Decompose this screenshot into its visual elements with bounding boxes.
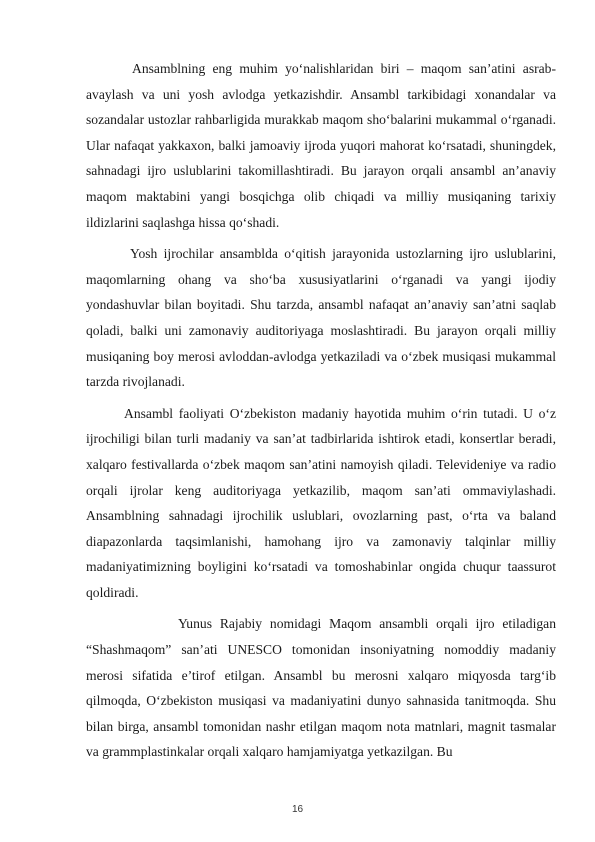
page-number: 16 [291, 804, 304, 815]
document-body [86, 56, 556, 765]
paragraph-3: Ansambl faoliyati O‘zbekiston madaniy hayotida muhim o‘rin tutadi. U o‘z ijrochiligi bilan turli madaniy va san’at tadbirlarida ishtirok etadi, konsertlar beradi, xalqaro festivallarda o‘zbek maqom san’atini namoyish qiladi. Televideniye va radio orqali ijrolar keng auditoriyaga yetkazilib, maqom san’ati ommaviylashadi. Ansamblning sahnadagi ijrochilik uslublari, ovozlarning past, o‘rta va baland diapazonlarda taqsimlanishi, hamohang ijro va zamonaviy talqinlar milliy madaniyatimizning boyligini ko‘rsatadi va tomoshabinlar ongida chuqur taassurot qoldiradi. [86, 405, 556, 600]
paragraph-1: Ansamblning eng muhim yo‘nalishlaridan biri – maqom san’atini asrab-avaylash va uni yosh avlodga yetkazishdir. Ansambl tarkibidagi xonandalar va sozandalar ustozlar rahbarligida murakkab maqom sho‘balarini mukammal o‘rganadi. Ular nafaqat yakkaxon, balki jamoaviy ijroda yuqori mahorat ko‘rsatadi, shuningdek, sahnadagi ijro uslublarini takomillashtiradi. Bu jarayon orqali ansambl an’anaviy maqom maktabini yangi bosqichga olib chiqadi va milliy musiqaning tarixiy ildizlarini saqlashga hissa qo‘shadi. [86, 61, 556, 230]
paragraph-4: Yunus Rajabiy nomidagi Maqom ansambli orqali ijro etiladigan “Shashmaqom” san’ati UNESCO tomonidan insoniyatning nomoddiy madaniy merosi sifatida e’tirof etilgan. Ansambl bu merosni xalqaro miqyosda targ‘ib qilmoqda, O‘zbekiston musiqasi va madaniyatini dunyo sahnasida tanitmoqda. Shu bilan birga, ansambl tomonidan nashr etilgan maqom nota matnlari, magnit tasmalar va grammplastinkalar orqali xalqaro hamjamiyatga yetkazilgan. Bu [86, 616, 556, 760]
paragraph-2: Yosh ijrochilar ansamblda o‘qitish jarayonida ustozlarning ijro uslublarini, maqomlarning ohang va sho‘ba xususiyatlarini o‘rganadi va yangi ijodiy yondashuvlar bilan boyitadi. Shu tarzda, ansambl nafaqat an’anaviy san’atni saqlab qoladi, balki uni zamonaviy auditoriyaga moslashtiradi. Bu jarayon orqali milliy musiqaning boy merosi avloddan-avlodga yetkaziladi va o‘zbek musiqasi mukammal tarzda rivojlanadi. [86, 246, 556, 390]
